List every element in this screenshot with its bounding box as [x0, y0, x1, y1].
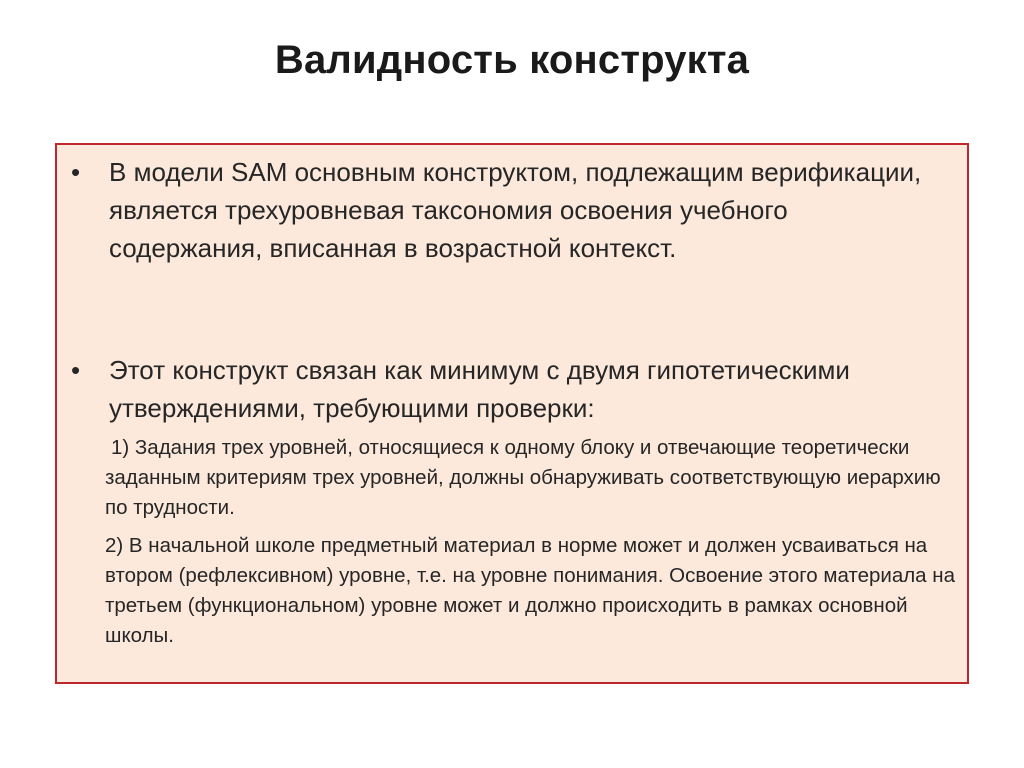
bullet-marker: •	[71, 157, 81, 187]
sub-item-1: 1) Задания трех уровней, относящиеся к одному блоку и отвечающие теоретически заданным критериям трех уровней, должны обнаруживать соответствующую иерархию по трудности.	[105, 436, 941, 519]
bullet-text-1: В модели SAM основным конструктом, подлежащим верификации, является трехуровневая таксономия освоения учебного содержания, вписанная в возрастной контекст.	[109, 157, 922, 263]
bullet-item-1	[67, 153, 947, 267]
sub-item-2: 2) В начальной школе предметный материал в норме может и должен усваиваться на втором (рефлексивном) уровне, т.е. на уровне понимания. Освоение этого материала на третьем (функциональном) уровне может и должно происходить в рамках основной школы.	[105, 534, 955, 647]
content-box	[55, 143, 969, 684]
bullet-item-2	[67, 351, 947, 427]
bullet-text-2: Этот конструкт связан как минимум с двумя гипотетическими утверждениями, требующими проверки:	[109, 355, 850, 423]
slide-title: Валидность конструкта	[274, 38, 750, 82]
bullet-marker: •	[71, 355, 81, 385]
